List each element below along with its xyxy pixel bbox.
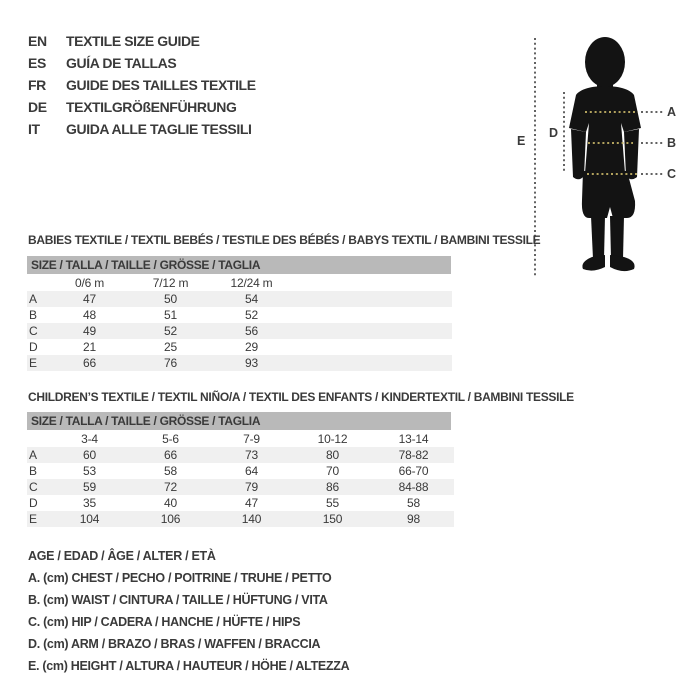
value-cell: 80 (326, 448, 339, 462)
column-header-cell: 12/24 m (230, 275, 273, 290)
value-cell: 48 (83, 308, 96, 322)
language-title: TEXTILE SIZE GUIDE (66, 33, 200, 49)
measure-label-D: D (549, 126, 559, 140)
filler-cell (292, 274, 452, 291)
language-code: DE (28, 99, 47, 115)
value-cell: 66-70 (398, 464, 429, 478)
value-cell: 54 (245, 292, 258, 306)
filler-cell (292, 291, 452, 307)
legend-item: A. (cm) CHEST / PECHO / POITRINE / TRUHE / PETTO (28, 571, 332, 585)
value-cell: 66 (164, 448, 177, 462)
legend-age-line: AGE / EDAD / ÂGE / ALTER / ETÀ (28, 549, 216, 563)
value-cell: 106 (160, 512, 181, 526)
language-row (28, 99, 256, 121)
row-label-cell: B (29, 308, 37, 322)
language-title: GUÍA DE TALLAS (66, 55, 177, 71)
value-cell: 53 (83, 464, 96, 478)
measure-label-C: C (667, 167, 677, 181)
language-row (28, 121, 256, 143)
corner-cell (27, 430, 49, 447)
value-cell: 79 (245, 480, 258, 494)
value-cell: 140 (241, 512, 262, 526)
value-cell: 58 (164, 464, 177, 478)
row-label-cell: C (29, 324, 38, 338)
table-row (27, 495, 454, 511)
value-cell: 76 (164, 356, 177, 370)
column-header-cell: 7/12 m (152, 275, 189, 290)
language-code: IT (28, 121, 40, 137)
table-row (27, 307, 452, 323)
corner-cell (27, 274, 49, 291)
measure-label-A: A (667, 105, 677, 119)
language-row (28, 55, 256, 77)
legend-item: C. (cm) HIP / CADERA / HANCHE / HÜFTE / HIPS (28, 615, 301, 629)
value-cell: 49 (83, 324, 96, 338)
silhouette-shorts (582, 171, 635, 218)
table-row (27, 339, 452, 355)
language-row (28, 33, 256, 55)
column-header-cell: 5-6 (162, 431, 179, 446)
measure-label-B: B (667, 136, 677, 150)
table-row (27, 291, 452, 307)
children-size-table (27, 430, 454, 527)
value-cell: 52 (245, 308, 258, 322)
language-title: GUIDE DES TAILLES TEXTILE (66, 77, 256, 93)
column-header-cell: 13-14 (398, 431, 429, 446)
value-cell: 98 (407, 512, 420, 526)
babies-table-title: BABIES TEXTILE / TEXTIL BEBÉS / TESTILE DES BÉBÉS / BABYS TEXTIL / BAMBINI TESSILE (28, 233, 541, 247)
babies-size-table (27, 274, 452, 371)
silhouette-left-leg (591, 216, 605, 259)
table-row (27, 479, 454, 495)
value-cell: 104 (79, 512, 100, 526)
language-list (28, 33, 256, 143)
row-label-cell: A (29, 448, 37, 462)
table-row (27, 463, 454, 479)
column-header-cell: 7-9 (243, 431, 260, 446)
value-cell: 29 (245, 340, 258, 354)
value-cell: 51 (164, 308, 177, 322)
filler-cell (292, 355, 452, 371)
children-size-header-bar: SIZE / TALLA / TAILLE / GRÖSSE / TAGLIA (27, 412, 451, 430)
row-label-cell: B (29, 464, 37, 478)
value-cell: 73 (245, 448, 258, 462)
column-header-row (27, 430, 454, 447)
silhouette-left-shoe (582, 255, 605, 271)
language-code: FR (28, 77, 46, 93)
value-cell: 93 (245, 356, 258, 370)
children-table-title: CHILDREN’S TEXTILE / TEXTIL NIÑO/A / TEXTIL DES ENFANTS / KINDERTEXTIL / BAMBINI TESSILE (28, 390, 574, 404)
row-label-cell: D (29, 496, 38, 510)
babies-size-header-bar: SIZE / TALLA / TAILLE / GRÖSSE / TAGLIA (27, 256, 451, 274)
legend-item: E. (cm) HEIGHT / ALTURA / HAUTEUR / HÖHE / ALTEZZA (28, 659, 350, 673)
value-cell: 84-88 (398, 480, 429, 494)
column-header-cell: 0/6 m (74, 275, 104, 290)
row-label-cell: D (29, 340, 38, 354)
value-cell: 150 (322, 512, 343, 526)
row-label-cell: C (29, 480, 38, 494)
value-cell: 25 (164, 340, 177, 354)
table-row (27, 323, 452, 339)
language-code: EN (28, 33, 47, 49)
column-header-cell: 3-4 (81, 431, 98, 446)
value-cell: 64 (245, 464, 258, 478)
value-cell: 78-82 (398, 448, 429, 462)
value-cell: 66 (83, 356, 96, 370)
legend-item: B. (cm) WAIST / CINTURA / TAILLE / HÜFTUNG / VITA (28, 593, 328, 607)
value-cell: 50 (164, 292, 177, 306)
filler-cell (292, 307, 452, 323)
legend-item: D. (cm) ARM / BRAZO / BRAS / WAFFEN / BRACCIA (28, 637, 321, 651)
value-cell: 55 (326, 496, 339, 510)
filler-cell (292, 323, 452, 339)
language-code: ES (28, 55, 46, 71)
column-header-cell: 10-12 (317, 431, 348, 446)
value-cell: 58 (407, 496, 420, 510)
value-cell: 59 (83, 480, 96, 494)
value-cell: 21 (83, 340, 96, 354)
value-cell: 86 (326, 480, 339, 494)
table-row (27, 511, 454, 527)
language-title: TEXTILGRÖßENFÜHRUNG (66, 99, 237, 115)
language-title: GUIDA ALLE TAGLIE TESSILI (66, 121, 252, 137)
measurement-legend (28, 549, 349, 681)
value-cell: 56 (245, 324, 258, 338)
value-cell: 40 (164, 496, 177, 510)
value-cell: 52 (164, 324, 177, 338)
value-cell: 47 (245, 496, 258, 510)
column-header-row (27, 274, 452, 291)
row-label-cell: E (29, 512, 37, 526)
value-cell: 70 (326, 464, 339, 478)
table-row (27, 355, 452, 371)
filler-cell (292, 339, 452, 355)
value-cell: 47 (83, 292, 96, 306)
value-cell: 72 (164, 480, 177, 494)
row-label-cell: E (29, 356, 37, 370)
child-silhouette (569, 37, 641, 271)
value-cell: 35 (83, 496, 96, 510)
measure-label-E: E (517, 134, 526, 148)
language-row (28, 77, 256, 99)
silhouette-right-leg (610, 216, 624, 259)
row-label-cell: A (29, 292, 37, 306)
table-row (27, 447, 454, 463)
value-cell: 60 (83, 448, 96, 462)
silhouette-right-shoe (610, 255, 635, 271)
